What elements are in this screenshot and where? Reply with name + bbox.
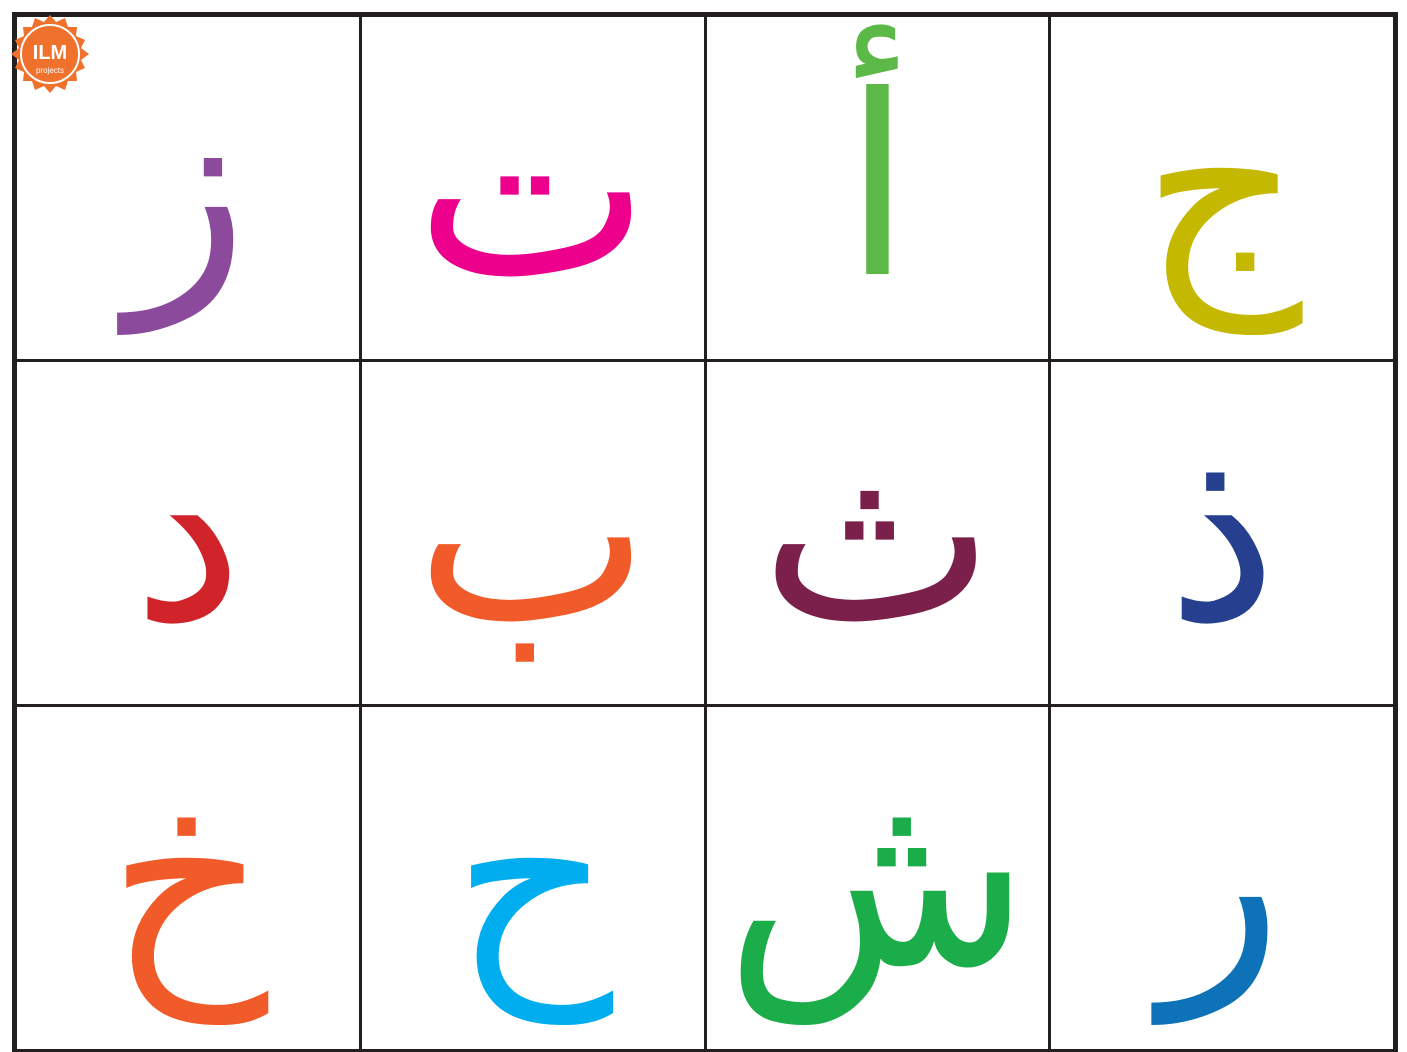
arabic-letter: ب (414, 387, 651, 678)
arabic-letter: ز (127, 42, 249, 333)
ilm-projects-logo (9, 13, 91, 95)
letter-card (707, 707, 1049, 1049)
letter-card (1051, 17, 1393, 359)
arabic-letter: ش (724, 732, 1030, 1023)
letter-card (1051, 362, 1393, 704)
arabic-letter: خ (107, 732, 269, 1023)
arabic-letter: ث (759, 387, 996, 678)
letter-card (707, 17, 1049, 359)
letter-card (17, 707, 359, 1049)
arabic-letter: ر (1161, 732, 1283, 1023)
arabic-letter: ح (451, 732, 614, 1023)
letter-card (17, 362, 359, 704)
arabic-letter: د (132, 387, 244, 678)
logo-subtext: projects (35, 66, 65, 75)
letter-card (362, 707, 704, 1049)
arabic-letter: ت (414, 42, 651, 333)
flashcard-grid (12, 12, 1398, 1052)
letter-card (362, 362, 704, 704)
letter-card (707, 362, 1049, 704)
letter-card (1051, 707, 1393, 1049)
logo-text: ILM (32, 42, 68, 64)
arabic-letter: ج (1141, 42, 1303, 333)
arabic-letter: ذ (1166, 387, 1278, 678)
arabic-letter: أ (842, 42, 913, 333)
letter-card (362, 17, 704, 359)
